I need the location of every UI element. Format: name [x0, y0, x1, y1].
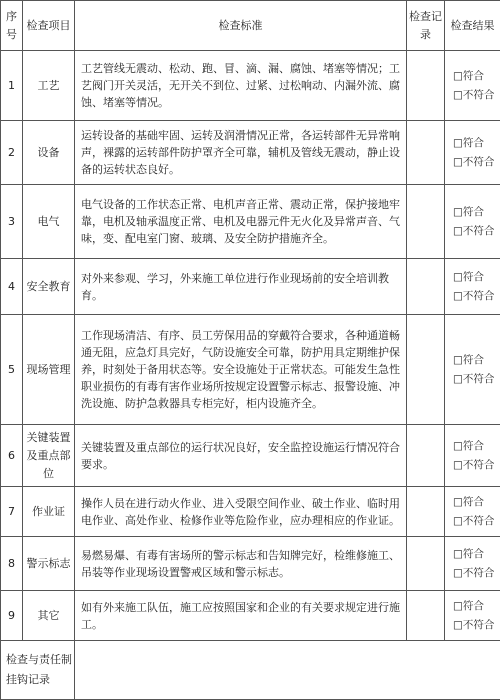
option-conform[interactable]: □符合: [453, 67, 500, 86]
footer-label: 检查与责任制挂钩记录: [1, 641, 75, 700]
header-standard: 检查标准: [75, 1, 407, 51]
row-standard: 关键装置及重点部位的运行状况良好，安全监控设施运行情况符合要求。: [75, 425, 407, 487]
record-cell[interactable]: [407, 591, 445, 641]
record-cell[interactable]: [407, 185, 445, 259]
table-row: [1, 121, 500, 185]
result-cell: [445, 487, 500, 537]
option-conform[interactable]: □符合: [453, 268, 500, 287]
option-nonconform[interactable]: □不符合: [453, 564, 500, 583]
table-row: [1, 591, 500, 641]
option-nonconform[interactable]: □不符合: [453, 86, 500, 105]
row-item: 工艺: [23, 51, 75, 121]
row-item: 作业证: [23, 487, 75, 537]
result-cell: [445, 259, 500, 315]
record-cell[interactable]: [407, 259, 445, 315]
row-item: 关键装置及重点部位: [23, 425, 75, 487]
row-no: 4: [1, 259, 23, 315]
option-nonconform[interactable]: □不符合: [453, 287, 500, 306]
option-nonconform[interactable]: □不符合: [453, 370, 500, 389]
option-nonconform[interactable]: □不符合: [453, 153, 500, 172]
footer-record-cell[interactable]: [75, 641, 500, 700]
record-cell[interactable]: [407, 487, 445, 537]
row-no: 1: [1, 51, 23, 121]
header-no: 序号: [1, 1, 23, 51]
row-no: 7: [1, 487, 23, 537]
record-cell[interactable]: [407, 121, 445, 185]
record-cell[interactable]: [407, 315, 445, 425]
row-item: 电气: [23, 185, 75, 259]
option-nonconform[interactable]: □不符合: [453, 222, 500, 241]
option-conform[interactable]: □符合: [453, 545, 500, 564]
row-standard: 工艺管线无震动、松动、跑、冒、滴、漏、腐蚀、堵塞等情况；工艺阀门开关灵活，无开关不到位、过紧、过松响动、内漏外流、腐蚀、堵塞等情况。: [75, 51, 407, 121]
option-nonconform[interactable]: □不符合: [453, 512, 500, 531]
table-row: [1, 487, 500, 537]
row-standard: 对外来参观、学习，外来施工单位进行作业现场前的安全培训教育。: [75, 259, 407, 315]
table-row: [1, 315, 500, 425]
row-standard: 工作现场清洁、有序、员工劳保用品的穿戴符合要求，各种通道畅通无阻，应急灯具完好，气防设施安全可靠，防护用具定期维护保养，时刻处于备用状态等。安全设施处于正常状态。可能发生急性职业损伤的有毒有害作业场所按规定设置警示标志、报警设施、冲洗设施、防护急救器具专柜完好，柜内设施齐全。: [75, 315, 407, 425]
result-cell: [445, 591, 500, 641]
row-standard: 运转设备的基础牢固、运转及润滑情况正常，各运转部件无异常响声，裸露的运转部件防护罩齐全可靠，辅机及管线无震动，静止设备的运转状态良好。: [75, 121, 407, 185]
row-no: 3: [1, 185, 23, 259]
row-no: 9: [1, 591, 23, 641]
record-cell[interactable]: [407, 537, 445, 591]
row-no: 8: [1, 537, 23, 591]
result-cell: [445, 537, 500, 591]
row-item: 警示标志: [23, 537, 75, 591]
header-record: 检查记录: [407, 1, 445, 51]
row-item: 安全教育: [23, 259, 75, 315]
result-cell: [445, 185, 500, 259]
table-row: [1, 51, 500, 121]
row-no: 2: [1, 121, 23, 185]
result-cell: [445, 51, 500, 121]
table-header-row: [1, 1, 500, 51]
option-conform[interactable]: □符合: [453, 597, 500, 616]
option-conform[interactable]: □符合: [453, 437, 500, 456]
footer-row: [1, 641, 500, 700]
table-row: [1, 425, 500, 487]
row-no: 6: [1, 425, 23, 487]
table-row: [1, 259, 500, 315]
option-nonconform[interactable]: □不符合: [453, 456, 500, 475]
table-row: [1, 185, 500, 259]
result-cell: [445, 121, 500, 185]
option-conform[interactable]: □符合: [453, 351, 500, 370]
row-item: 现场管理: [23, 315, 75, 425]
record-cell[interactable]: [407, 51, 445, 121]
header-item: 检查项目: [23, 1, 75, 51]
row-standard: 易燃易爆、有毒有害场所的警示标志和告知牌完好，检维修施工、吊装等作业现场设置警戒区域和警示标志。: [75, 537, 407, 591]
option-nonconform[interactable]: □不符合: [453, 616, 500, 635]
row-standard: 如有外来施工队伍，施工应按照国家和企业的有关要求规定进行施工。: [75, 591, 407, 641]
row-no: 5: [1, 315, 23, 425]
result-cell: [445, 315, 500, 425]
option-conform[interactable]: □符合: [453, 203, 500, 222]
record-cell[interactable]: [407, 425, 445, 487]
option-conform[interactable]: □符合: [453, 493, 500, 512]
row-item: 设备: [23, 121, 75, 185]
row-standard: 电气设备的工作状态正常、电机声音正常、震动正常，保护接地牢靠，电机及轴承温度正常、电机及电器元件无火化及异常声音、气味，变、配电室门窗、玻璃、及安全防护措施齐全。: [75, 185, 407, 259]
header-result: 检查结果: [445, 1, 500, 51]
row-item: 其它: [23, 591, 75, 641]
option-conform[interactable]: □符合: [453, 134, 500, 153]
row-standard: 操作人员在进行动火作业、进入受限空间作业、破土作业、临时用电作业、高处作业、检修作业等危险作业，应办理相应的作业证。: [75, 487, 407, 537]
result-cell: [445, 425, 500, 487]
table-row: [1, 537, 500, 591]
